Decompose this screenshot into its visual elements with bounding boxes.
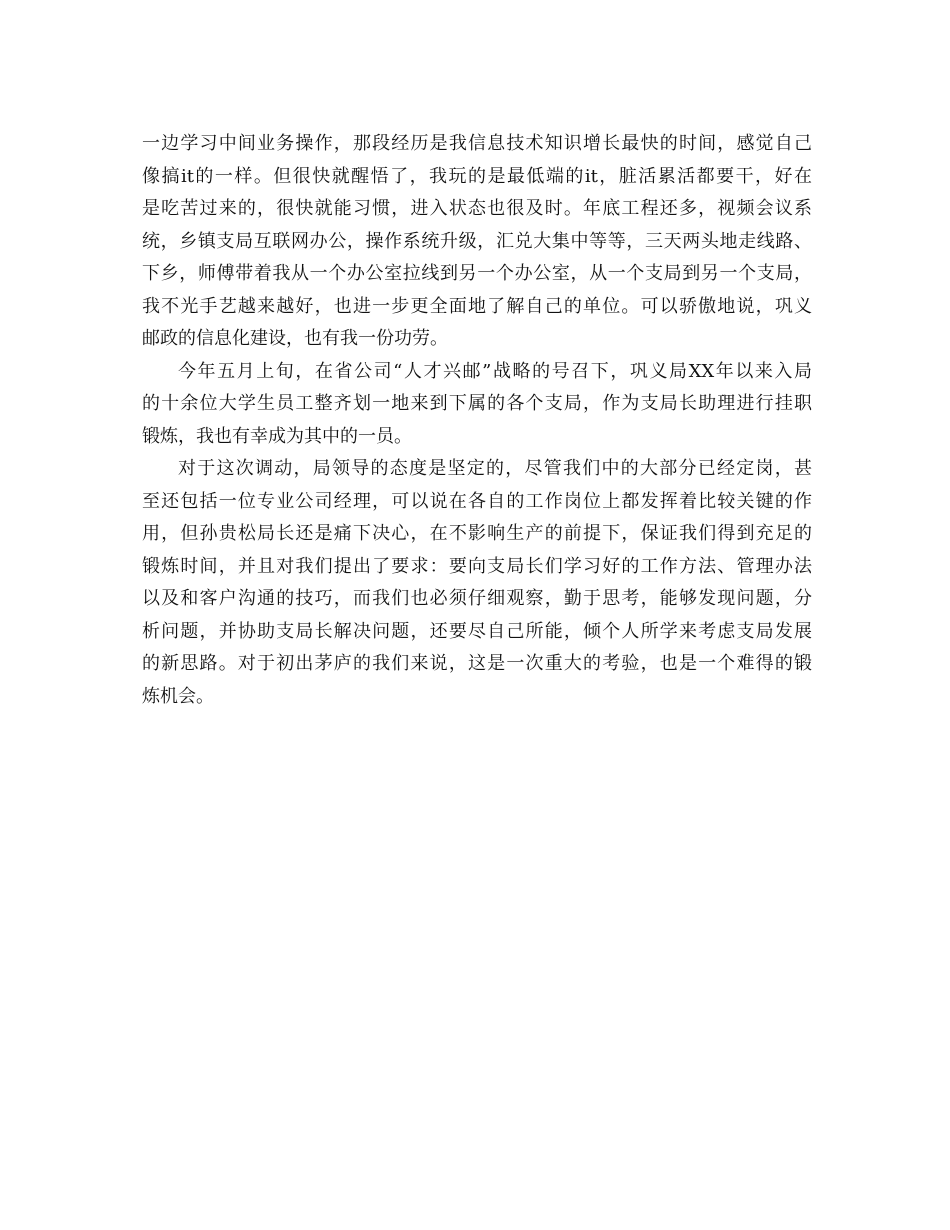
text-line: 是吃苦过来的，很快就能习惯，进入状态也很及时。年底工程还多，视频会议系	[142, 198, 812, 219]
text-line: 以及和客户沟通的技巧，而我们也必须仔细观察，勤于思考，能够发现问题，分	[142, 588, 812, 609]
paragraph-1	[142, 128, 812, 356]
text-line: 析问题，并协助支局长解决问题，还要尽自己所能，倾个人所学来考虑支局发展	[142, 620, 812, 642]
text-line: 统，乡镇支局互联网办公，操作系统升级，汇兑大集中等等，三天两头地走线路、	[142, 230, 812, 252]
text-line: 邮政的信息化建设，也有我一份功劳。	[142, 328, 448, 349]
text-line: 的新思路。对于初出茅庐的我们来说，这是一次重大的考验，也是一个难得的锻	[142, 653, 812, 674]
text-line: 像搞it的一样。但很快就醒悟了，我玩的是最低端的it，脏活累活都要干，好在	[142, 165, 812, 187]
paragraph-3	[142, 453, 812, 713]
text-line: 炼机会。	[142, 685, 214, 707]
text-line: 今年五月上旬，在省公司“人才兴邮”战略的号召下，巩义局XX年以来入局	[178, 360, 812, 382]
paragraph-2	[142, 356, 812, 454]
text-line: 对于这次调动，局领导的态度是坚定的，尽管我们中的大部分已经定岗，甚	[178, 458, 812, 479]
text-line: 的十余位大学生员工整齐划一地来到下属的各个支局，作为支局长助理进行挂职	[142, 393, 812, 414]
text-line: 下乡，师傅带着我从一个办公室拉线到另一个办公室，从一个支局到另一个支局，	[142, 263, 812, 284]
text-line: 锻炼时间，并且对我们提出了要求：要向支局长们学习好的工作方法、管理办法	[142, 555, 812, 577]
text-line: 至还包括一位专业公司经理，可以说在各自的工作岗位上都发挥着比较关键的作	[142, 490, 812, 512]
text-line: 我不光手艺越来越好，也进一步更全面地了解自己的单位。可以骄傲地说，巩义	[142, 295, 812, 317]
text-line: 一边学习中间业务操作，那段经历是我信息技术知识增长最快的时间，感觉自己	[142, 133, 812, 154]
document-body	[142, 128, 812, 713]
text-line: 用，但孙贵松局长还是痛下决心，在不影响生产的前提下，保证我们得到充足的	[142, 523, 812, 544]
text-line: 锻炼，我也有幸成为其中的一员。	[142, 425, 412, 447]
